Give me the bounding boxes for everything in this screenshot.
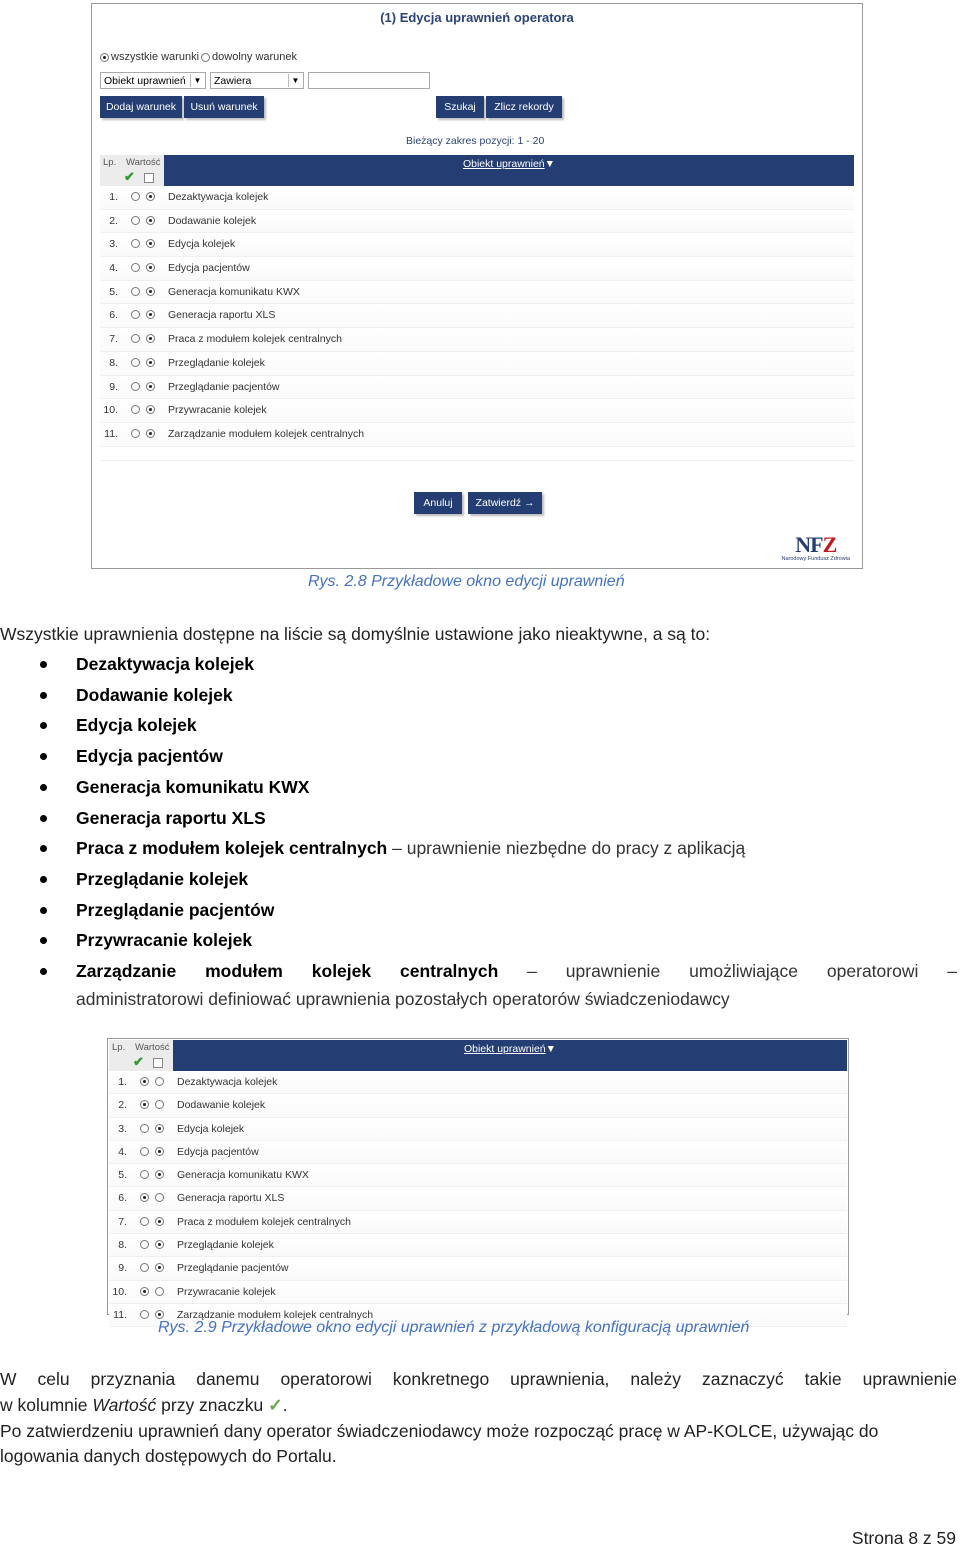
confirm-button[interactable]: Zatwierdź →: [468, 492, 542, 514]
permission-name: Przywracanie kolejek: [177, 1285, 276, 1298]
inactive-radio[interactable]: [155, 1124, 164, 1133]
row-number: 4.: [109, 262, 118, 275]
search-button[interactable]: Szukaj: [436, 96, 484, 118]
permission-name: Przeglądanie kolejek: [177, 1239, 274, 1252]
table-row: [109, 1164, 847, 1187]
row-number: 11.: [113, 1308, 127, 1321]
table-body: [100, 186, 854, 447]
active-radio[interactable]: [140, 1263, 149, 1272]
checkmark-icon[interactable]: ✔: [124, 169, 135, 184]
table-row: [109, 1071, 847, 1094]
value-column-name: Wartość: [92, 1395, 157, 1415]
permission-name: Generacja komunikatu KWX: [168, 285, 300, 298]
permission-name: Dodawanie kolejek: [76, 684, 233, 705]
row-number: 3.: [118, 1122, 127, 1135]
table-row: [100, 352, 854, 376]
chevron-down-icon: ▼: [288, 74, 302, 87]
column-value: [129, 1040, 173, 1071]
permission-name: Przeglądanie pacjentów: [177, 1262, 289, 1275]
table-header: [100, 155, 854, 186]
table-row: [109, 1094, 847, 1117]
table-row: [100, 233, 854, 257]
paragraph-assign-line1: W celu przyznania danemu operatorowi konkretnego uprawnienia, należy zaznaczyć takie uprawnienie: [0, 1369, 957, 1389]
mode-all-label: wszystkie warunki: [111, 51, 200, 63]
row-number: 4.: [118, 1145, 127, 1158]
permission-name: Dezaktywacja kolejek: [177, 1076, 278, 1088]
list-item: [0, 741, 957, 772]
permission-name: Generacja raportu XLS: [76, 807, 266, 828]
filter-field-value: Obiekt uprawnień: [104, 75, 186, 87]
inactive-radio[interactable]: [155, 1077, 164, 1086]
nfz-logo: [782, 534, 850, 562]
inactive-radio[interactable]: [155, 1193, 164, 1202]
inactive-radio[interactable]: [146, 405, 155, 414]
mode-any-radio[interactable]: [201, 53, 210, 62]
permissions-list: [0, 649, 957, 1011]
table-row: [100, 376, 854, 400]
table-row: [100, 423, 854, 447]
table-row: [100, 304, 854, 328]
active-radio[interactable]: [131, 405, 140, 414]
active-radio[interactable]: [140, 1170, 149, 1179]
table-row: [100, 210, 854, 234]
row-number: 10.: [112, 1285, 127, 1298]
table-spacer: [100, 447, 854, 461]
permission-name: Edycja kolejek: [168, 238, 236, 251]
list-item-line1: [76, 956, 957, 987]
add-condition-button[interactable]: Dodaj warunek: [100, 96, 182, 118]
remove-condition-button[interactable]: Usuń warunek: [184, 96, 264, 118]
list-item: [0, 833, 957, 864]
row-number: 9.: [118, 1262, 127, 1275]
paragraph-text: w kolumnie: [0, 1395, 93, 1415]
permission-name: Zarządzanie modułem kolejek centralnych: [168, 427, 365, 440]
inactive-radio[interactable]: [146, 429, 155, 438]
row-number: 7.: [118, 1215, 127, 1228]
permission-name: Edycja kolejek: [76, 715, 197, 736]
sort-down-icon: ▼: [545, 1043, 557, 1055]
table-row: [109, 1187, 847, 1210]
permission-name: Dodawanie kolejek: [177, 1099, 266, 1112]
row-number: 5.: [118, 1169, 127, 1182]
filter-row: [100, 72, 430, 89]
paragraph-text: .: [282, 1395, 288, 1415]
filter-value-input[interactable]: [308, 72, 430, 89]
permission-name: Przeglądanie kolejek: [168, 356, 265, 369]
permission-name: Edycja pacjentów: [76, 746, 223, 767]
table-row: [109, 1141, 847, 1164]
permission-name: Edycja pacjentów: [177, 1145, 259, 1158]
inactive-radio[interactable]: [155, 1170, 164, 1179]
permission-name: Przeglądanie pacjentów: [168, 380, 280, 393]
table-row: [109, 1118, 847, 1141]
column-object-label[interactable]: Obiekt uprawnień: [462, 158, 545, 170]
row-number: 2.: [109, 214, 118, 227]
row-number: 10.: [103, 404, 118, 417]
paragraph-assign-line2: [0, 1393, 957, 1418]
active-radio[interactable]: [131, 382, 140, 391]
intro-paragraph: Wszystkie uprawnienia dostępne na liście są domyślnie ustawione jako nieaktywne, a są to:: [0, 624, 711, 644]
column-value-label: Wartość: [126, 157, 161, 168]
table-row: [100, 328, 854, 352]
permission-name: Przeglądanie kolejek: [76, 868, 249, 889]
inactive-radio[interactable]: [146, 216, 155, 225]
page-number: Strona 8 z 59: [851, 1528, 956, 1548]
filter-operator-value: Zawiera: [214, 75, 252, 87]
permission-name: Generacja raportu XLS: [168, 309, 276, 322]
column-value-label: Wartość: [135, 1042, 170, 1053]
permission-name: Edycja pacjentów: [168, 262, 250, 275]
permission-description: – uprawnienie niezbędne do pracy z aplikacją: [387, 838, 746, 859]
permission-name: Zarządzanie modułem kolejek centralnych: [177, 1308, 374, 1321]
permissions-example-table: [109, 1040, 847, 1327]
row-number: 11.: [104, 427, 118, 440]
active-radio[interactable]: [131, 192, 140, 201]
empty-square-icon[interactable]: [153, 1058, 163, 1068]
row-number: 8.: [118, 1239, 127, 1252]
inactive-radio[interactable]: [146, 239, 155, 248]
active-radio[interactable]: [131, 358, 140, 367]
inactive-radio[interactable]: [155, 1217, 164, 1226]
permission-name: Dodawanie kolejek: [168, 214, 257, 227]
table-row: [100, 399, 854, 423]
permission-name: Praca z modułem kolejek centralnych: [76, 838, 388, 859]
row-number: 1.: [118, 1076, 127, 1088]
permission-description-line2: administratorowi definiować uprawnienia pozostałych operatorów świadczeniodawcy: [76, 988, 730, 1009]
inactive-radio[interactable]: [155, 1240, 164, 1249]
column-value: [120, 155, 164, 186]
row-number: 2.: [118, 1099, 127, 1112]
active-radio[interactable]: [140, 1147, 149, 1156]
table-body: [109, 1071, 847, 1327]
row-number: 9.: [109, 380, 118, 393]
checkmark-icon: ✓: [268, 1395, 283, 1415]
column-object-label[interactable]: Obiekt uprawnień: [463, 1043, 546, 1055]
window-title: (1) Edycja uprawnień operatora: [380, 10, 574, 25]
nfz-logo-text: NFZ: [795, 532, 837, 557]
active-radio[interactable]: [131, 263, 140, 272]
inactive-radio[interactable]: [146, 334, 155, 343]
table-row: [109, 1211, 847, 1234]
table-row: [100, 186, 854, 210]
list-item: [0, 710, 957, 741]
row-number: 1.: [109, 191, 118, 203]
active-radio[interactable]: [140, 1240, 149, 1249]
empty-square-icon[interactable]: [144, 173, 154, 183]
filter-operator-select[interactable]: [210, 72, 304, 89]
checkmark-icon[interactable]: ✔: [133, 1054, 144, 1069]
paragraph-text: przy znaczku: [156, 1395, 269, 1415]
current-range: Bieżący zakres pozycji: 1 - 20: [406, 135, 545, 147]
cancel-button[interactable]: Anuluj: [414, 492, 462, 514]
list-item: [0, 864, 957, 895]
column-lp: Lp.: [109, 1040, 129, 1071]
permission-name: Przywracanie kolejek: [76, 930, 253, 951]
permission-name: Praca z modułem kolejek centralnych: [177, 1215, 351, 1228]
permission-name: Zarządzanie modułem kolejek centralnych: [76, 961, 499, 982]
table-header: [109, 1040, 847, 1071]
table-row: [109, 1281, 847, 1304]
list-item: [0, 649, 957, 680]
permission-name: Generacja komunikatu KWX: [177, 1169, 309, 1182]
permission-name: Dezaktywacja kolejek: [168, 191, 269, 203]
active-radio[interactable]: [131, 334, 140, 343]
inactive-radio[interactable]: [146, 310, 155, 319]
inactive-radio[interactable]: [155, 1263, 164, 1272]
row-number: 5.: [109, 285, 118, 298]
active-radio[interactable]: [140, 1077, 149, 1086]
condition-mode: [100, 51, 297, 63]
list-item: [0, 925, 957, 956]
active-radio[interactable]: [140, 1310, 149, 1319]
paragraph-login: Po zatwierdzeniu uprawnień dany operator świadczeniodawcy może rozpocząć pracę w AP-KOLCE, używając do logowania danych dostępowych do Portalu.: [0, 1421, 879, 1466]
list-item: [0, 680, 957, 711]
list-item: [0, 956, 957, 1011]
column-object[interactable]: [173, 1040, 847, 1071]
inactive-radio[interactable]: [155, 1147, 164, 1156]
count-records-button[interactable]: Zlicz rekordy: [486, 96, 562, 118]
sort-down-icon: ▼: [544, 158, 556, 170]
active-radio[interactable]: [131, 287, 140, 296]
filter-field-select[interactable]: [100, 72, 206, 89]
row-number: 6.: [109, 309, 118, 322]
inactive-radio[interactable]: [146, 263, 155, 272]
inactive-radio[interactable]: [155, 1100, 164, 1109]
permission-name: Generacja komunikatu KWX: [76, 776, 310, 797]
active-radio[interactable]: [131, 310, 140, 319]
permission-name: Dezaktywacja kolejek: [76, 654, 255, 674]
permissions-table: [100, 155, 854, 461]
row-number: 7.: [109, 333, 118, 346]
figure-caption-1: Rys. 2.8 Przykładowe okno edycji uprawnień: [308, 573, 625, 590]
active-radio[interactable]: [140, 1124, 149, 1133]
list-item: [0, 895, 957, 926]
active-radio[interactable]: [140, 1287, 149, 1296]
active-radio[interactable]: [131, 216, 140, 225]
figure-caption-2: Rys. 2.9 Przykładowe okno edycji uprawnień z przykładową konfiguracją uprawnień: [158, 1319, 750, 1336]
column-lp: Lp.: [100, 155, 120, 186]
row-number: 3.: [109, 238, 118, 251]
permission-name: Przeglądanie pacjentów: [76, 899, 275, 920]
permission-name: Przywracanie kolejek: [168, 404, 267, 417]
permissions-example-window: [107, 1038, 849, 1321]
table-row: [100, 281, 854, 305]
permission-name: Praca z modułem kolejek centralnych: [168, 333, 342, 346]
mode-all-radio[interactable]: [100, 53, 109, 62]
inactive-radio[interactable]: [146, 358, 155, 367]
list-item: [0, 772, 957, 803]
nfz-logo-subtitle: Narodowy Fundusz Zdrowia: [781, 556, 850, 562]
column-object[interactable]: [164, 155, 854, 186]
chevron-down-icon: ▼: [190, 74, 204, 87]
active-radio[interactable]: [140, 1217, 149, 1226]
permission-name: Generacja raportu XLS: [177, 1192, 285, 1205]
active-radio[interactable]: [140, 1100, 149, 1109]
inactive-radio[interactable]: [146, 382, 155, 391]
inactive-radio[interactable]: [146, 192, 155, 201]
inactive-radio[interactable]: [155, 1287, 164, 1296]
active-radio[interactable]: [131, 429, 140, 438]
row-number: 8.: [109, 356, 118, 369]
active-radio[interactable]: [140, 1193, 149, 1202]
permission-name: Edycja kolejek: [177, 1122, 245, 1135]
table-row: [109, 1257, 847, 1280]
permission-description: – uprawnienie umożliwiające operatorowi –: [498, 961, 958, 982]
table-row: [100, 257, 854, 281]
inactive-radio[interactable]: [146, 287, 155, 296]
row-number: 6.: [118, 1192, 127, 1205]
mode-any-label: dowolny warunek: [212, 51, 298, 63]
list-item: [0, 803, 957, 834]
inactive-radio[interactable]: [155, 1310, 164, 1319]
active-radio[interactable]: [131, 239, 140, 248]
table-row: [109, 1234, 847, 1257]
permissions-edit-window: [91, 3, 863, 569]
